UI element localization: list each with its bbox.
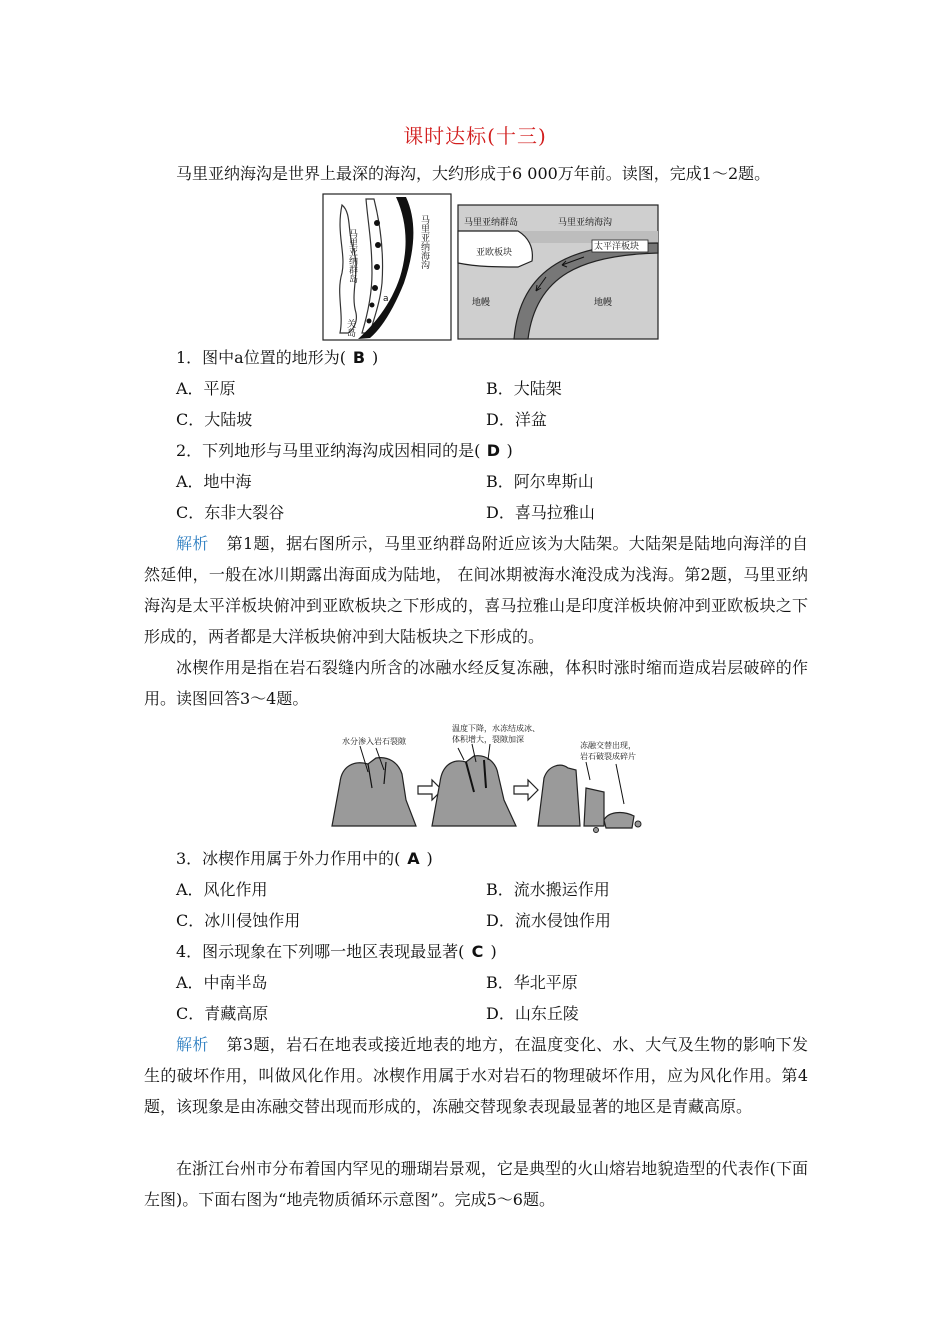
rock-1 xyxy=(332,758,416,826)
figure-frost-wedging xyxy=(328,722,650,834)
fig2-label-2a: 温度下降，水冻结成冰、 xyxy=(452,724,540,733)
question-2 xyxy=(176,435,513,466)
q4-option-d: D．山东丘陵 xyxy=(486,1004,579,1023)
question-1 xyxy=(176,342,378,373)
q1-option-b: B．大陆架 xyxy=(486,379,562,398)
map-label-guam: 关岛 xyxy=(345,319,355,337)
map-label-islands: 马里亚纳群岛 xyxy=(347,229,357,283)
q2-option-a: A．地中海 xyxy=(176,472,252,491)
question-1-stem-pre: 1．图中a位置的地形为( xyxy=(176,348,346,367)
section-label-eurasian: 亚欧板块 xyxy=(476,248,513,258)
q1-option-c: C．大陆坡 xyxy=(176,410,253,429)
section-label-islands: 马里亚纳群岛 xyxy=(464,218,519,228)
q3-option-b: B．流水搬运作用 xyxy=(486,880,610,899)
explanation-2-label: 解析 xyxy=(176,1035,209,1054)
question-3-stem-pre: 3．冰楔作用属于外力作用中的( xyxy=(176,849,401,868)
question-4-stem-pre: 4．图示现象在下列哪一地区表现最显著( xyxy=(176,942,465,961)
question-1-stem-post: ) xyxy=(371,348,379,367)
section-label-mantle-left: 地幔 xyxy=(472,298,491,308)
q2-option-b: B．阿尔卑斯山 xyxy=(486,472,594,491)
rock-3-left xyxy=(538,765,580,826)
q4-option-a: A．中南半岛 xyxy=(176,973,268,992)
question-2-answer: D xyxy=(486,441,501,460)
question-4-answer: C xyxy=(471,942,484,961)
q1-option-d: D．洋盆 xyxy=(486,410,547,429)
map-point-a: a xyxy=(383,294,389,304)
section-label-pacific: 太平洋板块 xyxy=(594,242,640,252)
question-3-answer: A xyxy=(407,849,420,868)
q4-option-b: B．华北平原 xyxy=(486,973,578,992)
explanation-1-text: 第1题，据右图所示，马里亚纳群岛附近应该为大陆架。大陆架是陆地向海洋的自然延伸，一般在冰川期露出海面成为陆地， 在间冰期被海水淹没成为浅海。第2题，马里亚纳海沟是太平洋板块俯冲到亚欧板块之下形成的，喜马拉雅山是印度洋板块俯冲到亚欧板块之下形成的，两者都是大洋板块俯冲到大陆板块之下形成的。 xyxy=(144,534,808,646)
rock-fragment xyxy=(604,813,634,828)
q3-option-c: C．冰川侵蚀作用 xyxy=(176,911,301,930)
question-2-stem-post: ) xyxy=(506,441,513,460)
q2-option-c: C．东非大裂谷 xyxy=(176,503,285,522)
question-1-answer: B xyxy=(352,348,366,367)
q3-option-a: A．风化作用 xyxy=(176,880,268,899)
map-label-trench: 马里亚纳海沟 xyxy=(419,215,429,269)
process-arrow-2 xyxy=(514,780,538,800)
question-4-stem-post: ) xyxy=(490,942,497,961)
explanation-2 xyxy=(144,1029,808,1122)
section-label-mantle-right: 地幔 xyxy=(594,298,613,308)
explanation-1-label: 解析 xyxy=(176,534,209,553)
explanation-2-text: 第3题，岩石在地表或接近地表的地方，在温度变化、水、大气及生物的影响下发生的破坏作用，叫做风化作用。冰楔作用属于水对岩石的物理破坏作用，应为风化作用。第4题，该现象是由冻融交替出现而形成的，冻融交替现象表现最显著的地区是青藏高原。 xyxy=(144,1035,808,1116)
explanation-1 xyxy=(144,528,808,652)
q1-option-a: A．平原 xyxy=(176,379,236,398)
intro-paragraph-2: 冰楔作用是指在岩石裂缝内所含的冰融水经反复冻融，体积时涨时缩而造成岩层破碎的作用。读图回答3～4题。 xyxy=(144,658,808,708)
question-2-stem-pre: 2．下列地形与马里亚纳海沟成因相同的是( xyxy=(176,441,481,460)
fig2-label-3a: 冻融交替出现， xyxy=(580,741,636,750)
fig2-label-1: 水分渗入岩石裂隙 xyxy=(342,737,406,746)
page-title: 课时达标(十三) xyxy=(403,124,547,148)
section-label-trench: 马里亚纳海沟 xyxy=(558,218,613,228)
intro-paragraph-3: 在浙江台州市分布着国内罕见的珊瑚岩景观，它是典型的火山熔岩地貌造型的代表作(下面左图)。下面右图为“地壳物质循环示意图”。完成5～6题。 xyxy=(144,1159,808,1209)
q2-option-d: D．喜马拉雅山 xyxy=(486,503,595,522)
question-3 xyxy=(176,843,433,874)
figure-mariana-trench xyxy=(322,193,660,343)
rock-3-right xyxy=(584,788,604,826)
question-4 xyxy=(176,936,497,967)
q4-option-c: C．青藏高原 xyxy=(176,1004,269,1023)
fig2-label-3b: 岩石破裂成碎片 xyxy=(580,752,636,761)
intro-paragraph-1: 马里亚纳海沟是世界上最深的海沟，大约形成于6 000万年前。读图，完成1～2题。 xyxy=(176,164,771,183)
fig2-label-2b: 体积增大，裂隙加深 xyxy=(452,735,524,744)
q3-option-d: D．流水侵蚀作用 xyxy=(486,911,611,930)
question-3-stem-post: ) xyxy=(426,849,433,868)
